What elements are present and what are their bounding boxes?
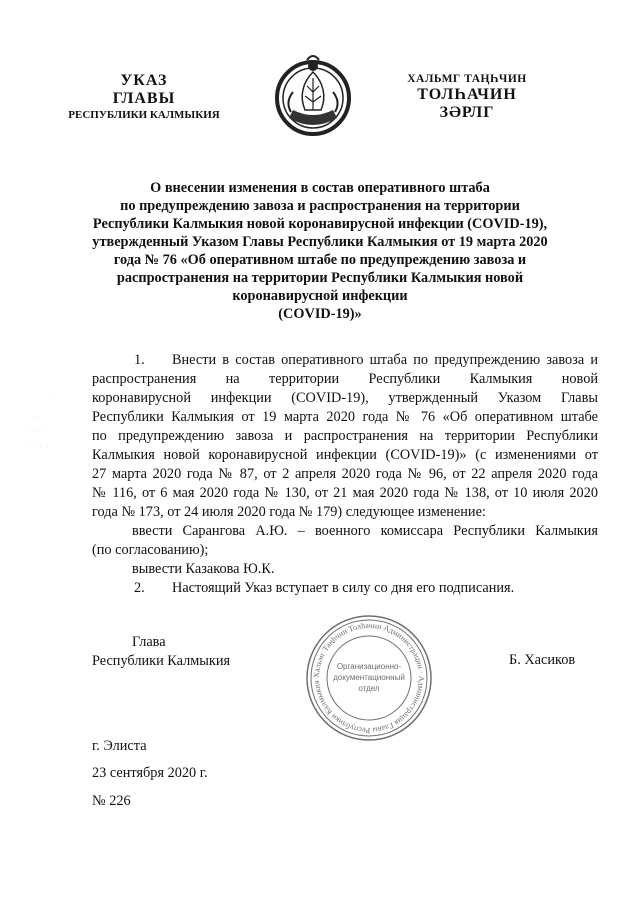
add-member-line: ввести Сарангова А.Ю. – военного комиссара Республики Калмыкия — [132, 523, 598, 539]
official-stamp — [304, 613, 434, 743]
signatory-title — [92, 633, 230, 671]
title-line: Республики Калмыкия новой коронавирусной инфекции (COVID-19), — [92, 216, 548, 232]
header-right-line1: ХАЛЬМГ ТАҢҺЧИН — [407, 73, 527, 85]
title-line: О внесении изменения в состав оперативного штаба — [150, 180, 490, 196]
title-line: распространения на территории Республики Калмыкия новой — [116, 270, 524, 286]
stamp-inner-line3: отдел — [358, 684, 380, 693]
body-line: года № 173, от 24 июля 2020 года № 179) следующее изменение: — [92, 504, 486, 520]
title-line: (COVID-19)» — [278, 306, 362, 322]
header-left-region: РЕСПУБЛИКИ КАЛМЫКИЯ — [68, 109, 220, 121]
title-line: коронавирусной инфекции — [232, 288, 408, 304]
body-line: Внести в состав оперативного штаба по предупреждению завоза и — [172, 352, 598, 368]
remove-member-line: вывести Казакова Ю.К. — [132, 561, 275, 577]
body-line: Республики Калмыкия от 19 марта 2020 года № 76 «Об оперативном штабе — [92, 409, 598, 425]
signatory-title-line2: Республики Калмыкия — [92, 653, 231, 669]
paragraph-number: 1. — [134, 352, 145, 368]
paragraph-1-first-line — [92, 351, 598, 370]
body-line: Калмыкия новой коронавирусной инфекции (COVID-19)» (с изменениями от — [92, 447, 598, 463]
footer-place: г. Элиста — [92, 738, 147, 754]
title-line: утвержденный Указом Главы Республики Калмыкия от 19 марта 2020 — [92, 234, 548, 250]
header-right — [392, 72, 542, 122]
footer-date: 23 сентября 2020 г. — [92, 765, 208, 781]
title-line: по предупреждению завоза и распространения на территории — [120, 198, 520, 214]
body-line: № 116, от 6 мая 2020 года № 130, от 21 мая 2020 года № 138, от 10 июля 2020 — [92, 485, 598, 501]
add-member-note: (по согласованию); — [92, 542, 209, 558]
stamp-inner-line2: документационный — [333, 673, 405, 682]
footer-number: № 226 — [92, 793, 131, 809]
header-right-line2: ТОЛҺАЧИН — [417, 86, 517, 103]
margin-noise: · · · : — [30, 398, 52, 404]
signatory-title-line1: Глава — [132, 634, 166, 650]
margin-noise: · ·: · — [30, 444, 50, 450]
stamp-ring-text: Хальмг Таңһчин Толһачин Администрацин · Администрация Главы Республики Калмыкия — [311, 620, 427, 736]
title-line: года № 76 «Об оперативном штабе по предупреждению завоза и — [113, 252, 527, 268]
header-left — [60, 72, 228, 122]
paragraph-2-text: Настоящий Указ вступает в силу со дня его подписания. — [172, 580, 515, 596]
signatory-name: Б. Хасиков — [509, 652, 576, 668]
document-title — [80, 179, 560, 323]
document-body — [92, 351, 598, 598]
body-line: 27 марта 2020 года № 87, от 2 апреля 2020 года № 96, от 22 апреля 2020 года — [92, 466, 598, 482]
body-line: распространения на территории Республики Калмыкия новой — [92, 371, 598, 387]
body-line: коронавирусной инфекции (COVID-19), утвержденный Указом Главы — [92, 390, 598, 406]
header-left-title: УКАЗ — [120, 72, 168, 89]
header-right-line3: ЗӘРЛГ — [439, 104, 495, 121]
paragraph-number: 2. — [134, 580, 145, 596]
kalmykia-emblem-icon — [271, 52, 355, 142]
header-left-subtitle: ГЛАВЫ — [112, 90, 176, 107]
stamp-inner-line1: Организационно- — [336, 662, 402, 671]
body-line: по предупреждению завоза и распространения на территории Республики — [92, 428, 598, 444]
paragraph-2 — [92, 579, 598, 598]
margin-noise: · .· · — [30, 414, 47, 420]
margin-noise: ·:·· · — [30, 428, 50, 434]
